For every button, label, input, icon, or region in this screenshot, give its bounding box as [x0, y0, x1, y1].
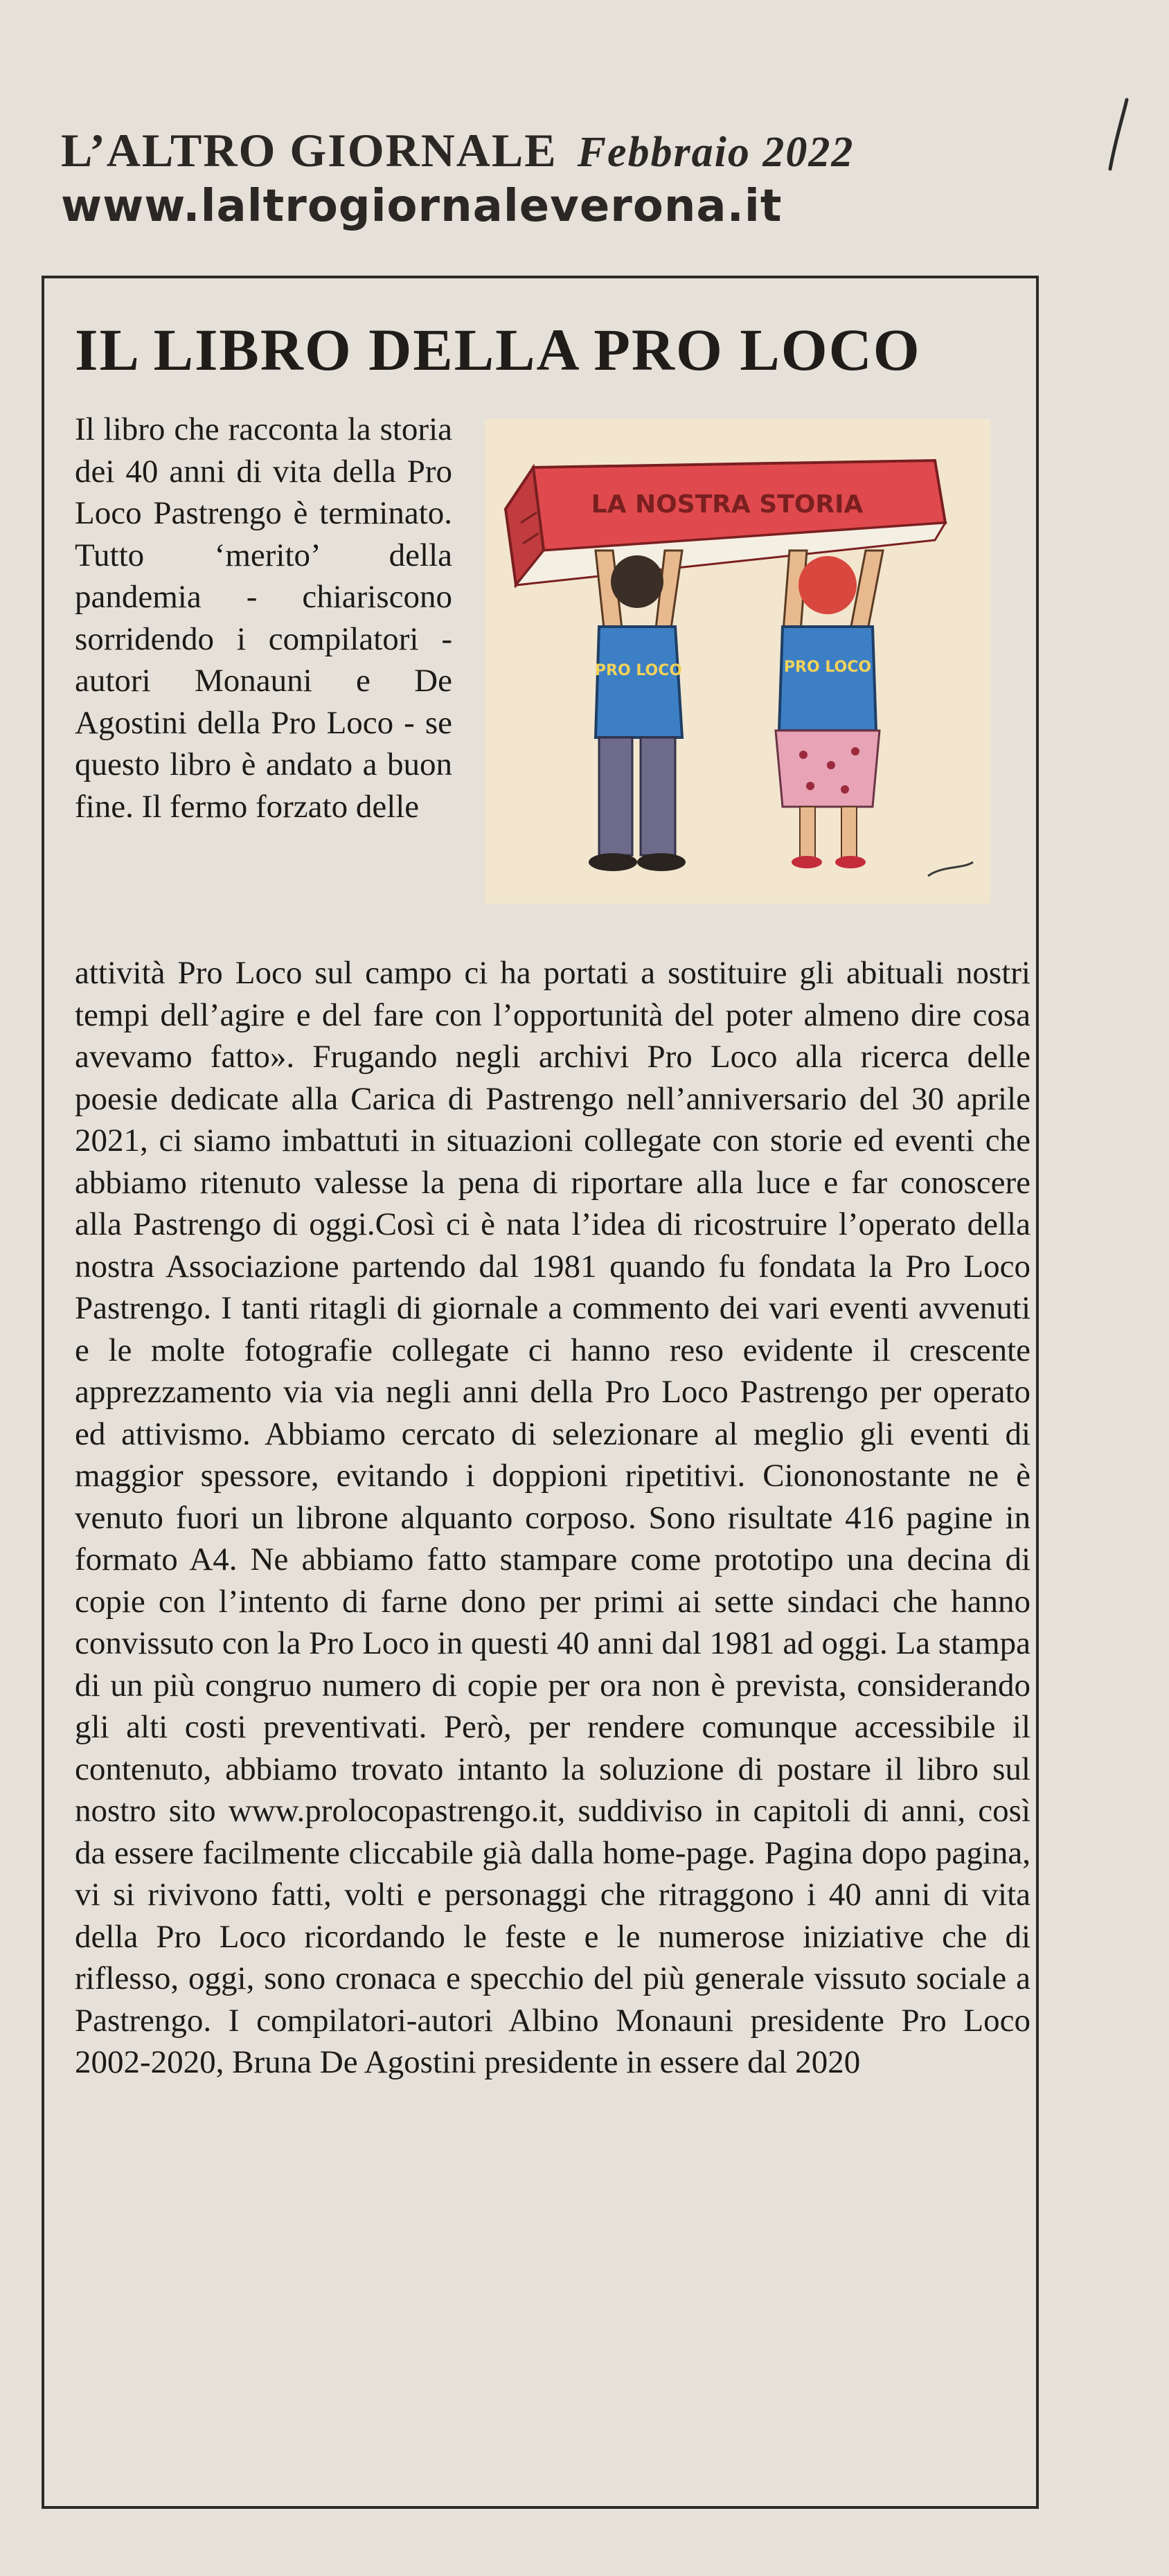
- woman-hair: [798, 556, 857, 614]
- man-right-leg: [641, 737, 675, 855]
- article-lead-paragraph: Il libro che racconta la storia dei 40 anni di vita della Pro Loco Pastrengo è terminato. Tutto ‘merito’ della pandemia - chiariscono sorridendo i compilatori - autori Monauni e De Agostini della Pro Loco - se questo libro è andato a buon fine. Il fermo forzato delle: [75, 411, 452, 825]
- man-right-shoe: [637, 853, 686, 871]
- man-left-shoe: [589, 853, 637, 871]
- man-left-leg: [599, 737, 632, 855]
- cartoon-drawing: [485, 419, 990, 904]
- cartoon-illustration: [485, 419, 990, 904]
- masthead: [61, 123, 854, 232]
- woman-right-leg: [841, 807, 857, 859]
- woman-vest: [779, 627, 876, 731]
- newspaper-name: L’ALTRO GIORNALE: [61, 124, 557, 177]
- woman-skirt: [776, 731, 880, 807]
- article-body: attività Pro Loco sul campo ci ha portati a sostituire gli abituali nostri tempi dell’agire e del fare con l’opportunità del poter almeno dire cosa avevamo fatto». Frugando negli archivi Pro Loco alla ricerca delle poesie dedicate alla Carica di Pastrengo nell’anniversario del 30 aprile 2021, ci siamo imbattuti in situazioni collegate con storie ed eventi che abbiamo ritenuto valesse la pena di riportare alla luce e far conoscere alla Pastrengo di oggi.Così ci è nata l’idea di ricostruire l’operato della nostra Associazione partendo dal 1981 quando fu fondata la Pro Loco Pastrengo. I tanti ritagli di giornale a commento dei vari eventi avvenuti e le molte fotografie collegate ci hanno reso evidente il crescente apprezzamento via via negli anni della Pro Loco Pastrengo per operato ed attivismo. Abbiamo cercato di selezionare al meglio gli eventi di maggior spessore, evitando i doppioni ripetitivi. Ciononostante ne è venuto fuori un librone alquanto corposo. Sono risultate 416 pagine in formato A4. Ne abbiamo fatto stampare come prototipo una decina di copie con l’intento di farne dono per primi ai sette sindaci che hanno convissuto con la Pro Loco in questi 40 anni dal 1981 ad oggi. La stampa di un più congruo numero di copie per ora non è prevista, considerando gli alti costi preventivati. Però, per rendere comunque accessibile il contenuto, abbiamo trovato intanto la soluzione di postare il libro sul nostro sito www.prolocopastrengo.it, suddiviso in capitoli di anni, così da essere facilmente cliccabile già dalla home-page. Pagina dopo pagina, vi si rivivono fatti, volti e personaggi che ritraggono i 40 anni di vita della Pro Loco ricordando le feste e le numerose iniziative che di riflesso, oggi, sono cronaca e specchio del più generale vissuto sociale a Pastrengo. I compilatori-autori Albino Monauni presidente Pro Loco 2002-2020, Bruna De Agostini presidente in essere dal 2020: [75, 955, 1030, 2080]
- man-vest: [596, 627, 682, 737]
- masthead-title-line: [61, 123, 854, 178]
- article-headline: IL LIBRO DELLA PRO LOCO: [75, 316, 921, 383]
- man-head: [611, 555, 663, 608]
- book-title: LA NOSTRA STORIA: [591, 490, 864, 519]
- pen-mark: [1105, 97, 1132, 173]
- issue-date: Febbraio 2022: [577, 129, 855, 176]
- woman-left-leg: [800, 807, 815, 859]
- woman-right-shoe: [835, 856, 866, 868]
- newspaper-website: www.laltrogiornaleverona.it: [61, 181, 783, 232]
- vest-label-right: PRO LOCO: [783, 659, 872, 676]
- woman-left-shoe: [792, 856, 822, 868]
- vest-label-left: PRO LOCO: [594, 662, 683, 679]
